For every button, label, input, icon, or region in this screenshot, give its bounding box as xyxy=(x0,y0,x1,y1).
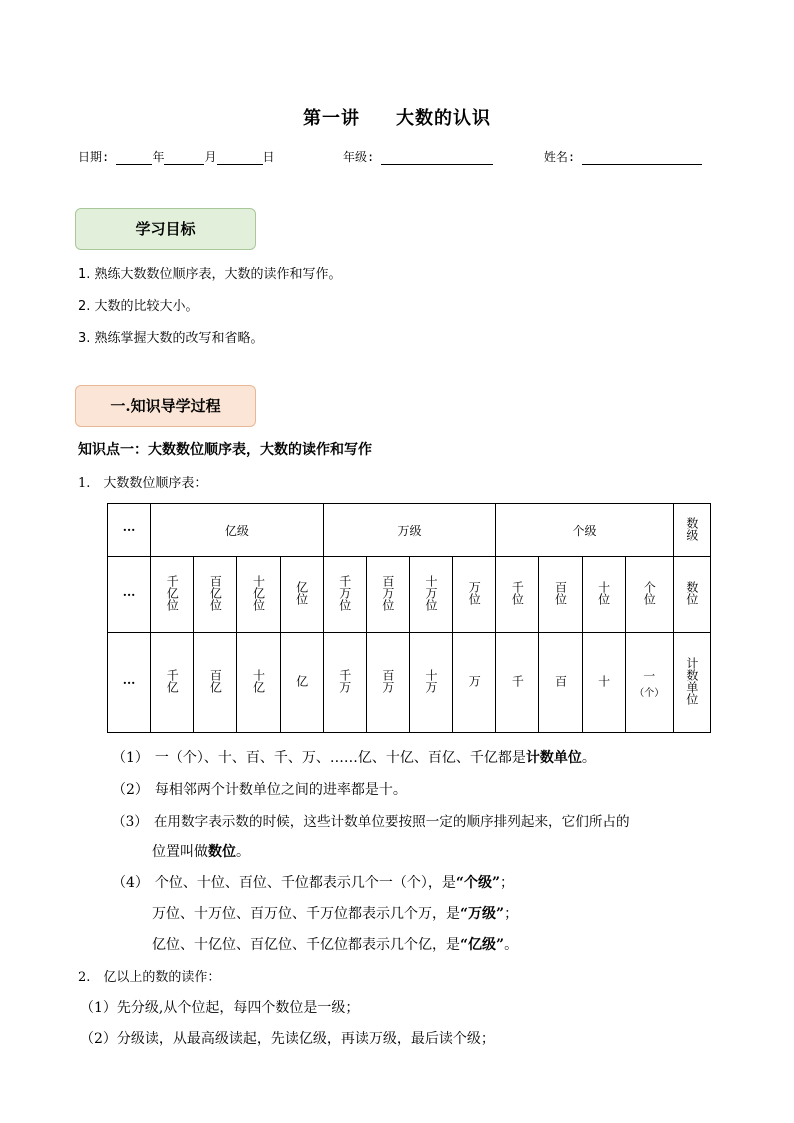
unit-col-label: 计数单位 xyxy=(673,633,710,733)
position-cell: 个位 xyxy=(625,557,673,633)
note-4-bold-2: “万级” xyxy=(460,906,505,922)
note-4-text-3: 亿位、十亿位、百亿位、千亿位都表示几个亿，是 xyxy=(152,937,460,953)
group-yi: 亿级 xyxy=(151,504,324,557)
unit-cell: 百亿 xyxy=(194,633,237,733)
position-col-label: 数位 xyxy=(673,557,710,633)
table-cell-ellipsis: ··· xyxy=(108,633,151,733)
date-label: 日期: xyxy=(78,150,110,164)
month-label: 月 xyxy=(204,150,217,164)
unit-cell: 十亿 xyxy=(237,633,280,733)
note-4-line-1: 个位、十位、百位、千位都表示几个一（个），是 xyxy=(154,875,456,891)
group-ge: 个级 xyxy=(496,504,674,557)
goal-item-1: 1. 熟练大数数位顺序表，大数的读作和写作。 xyxy=(78,267,342,282)
name-label: 姓名: xyxy=(543,150,576,164)
name-blank[interactable] xyxy=(582,152,702,165)
goal-item-3: 3. 熟练掌握大数的改写和省略。 xyxy=(78,331,264,346)
table-row-positions xyxy=(108,557,711,633)
day-label: 日 xyxy=(262,150,275,164)
unit-cell: 百 xyxy=(539,633,582,733)
year-label: 年 xyxy=(152,150,165,164)
title-topic: 大数的认识 xyxy=(396,108,491,129)
note-3 xyxy=(112,810,630,830)
knowledge-process-badge: 一.知识导学过程 xyxy=(75,385,256,427)
year-blank[interactable] xyxy=(116,152,152,165)
position-cell: 千位 xyxy=(496,557,539,633)
table-row-units xyxy=(108,633,711,733)
position-cell: 万位 xyxy=(453,557,496,633)
day-blank[interactable] xyxy=(217,152,263,165)
unit-cell: 十 xyxy=(582,633,625,733)
grade-blank[interactable] xyxy=(381,152,493,165)
note-4-bold-3: “亿级” xyxy=(460,937,505,953)
item-2-heading: 2. 亿以上的数的读作： xyxy=(78,970,221,985)
note-3-text: 在用数字表示数的时候，这些计数单位要按照一定的顺序排列起来，它们所占的 xyxy=(153,814,630,830)
note-4-end-2: ； xyxy=(504,906,519,922)
group-wan: 万级 xyxy=(323,504,496,557)
page-title xyxy=(0,104,794,130)
position-cell: 百位 xyxy=(539,557,582,633)
note-1-bold: 计数单位 xyxy=(525,750,582,766)
table-cell-ellipsis: ··· xyxy=(108,504,151,557)
unit-cell: 亿 xyxy=(280,633,323,733)
note-4 xyxy=(112,872,514,892)
month-blank[interactable] xyxy=(164,152,204,165)
group-col-label: 数级 xyxy=(673,504,710,557)
position-cell: 十亿位 xyxy=(237,557,280,633)
unit-cell: 千亿 xyxy=(151,633,194,733)
meta-line xyxy=(78,148,702,165)
note-1-text: 一（个）、十、百、千、万、……亿、十亿、百亿、千亿都是 xyxy=(154,750,526,766)
position-cell: 十万位 xyxy=(409,557,452,633)
note-1 xyxy=(112,747,596,767)
unit-cell: 十万 xyxy=(409,633,452,733)
note-3-cont xyxy=(152,841,250,861)
unit-cell: 千万 xyxy=(323,633,366,733)
note-4-line-3 xyxy=(152,934,518,954)
unit-cell: 千 xyxy=(496,633,539,733)
note-4-end-1: ； xyxy=(500,875,515,891)
position-cell: 百万位 xyxy=(366,557,409,633)
note-1-end: 。 xyxy=(581,750,596,766)
position-cell: 十位 xyxy=(582,557,625,633)
unit-one-sub: （个） xyxy=(634,687,665,699)
item-2-sub-1: （1）先分级,从个位起，每四个数位是一级； xyxy=(80,1000,360,1016)
note-3-end: 。 xyxy=(236,844,250,860)
note-2-text: 每相邻两个计数单位之间的进率都是十。 xyxy=(154,782,407,798)
place-value-table xyxy=(107,503,711,733)
item-2-sub-2: （2）分级读，从最高级读起，先读亿级，再读万级，最后读个级； xyxy=(80,1031,495,1047)
note-3-number: （3） xyxy=(112,814,148,830)
note-1-number: （1） xyxy=(112,750,149,766)
item-1-heading: 1. 大数数位顺序表： xyxy=(78,476,208,491)
position-cell: 千万位 xyxy=(323,557,366,633)
title-lecture: 第一讲 xyxy=(303,108,360,129)
knowledge-point-heading: 知识点一：大数数位顺序表，大数的读作和写作 xyxy=(78,442,372,458)
table-row-groups xyxy=(108,504,711,557)
unit-cell: 百万 xyxy=(366,633,409,733)
note-2-number: （2） xyxy=(112,782,149,798)
note-4-text-2: 万位、十万位、百万位、千万位都表示几个万，是 xyxy=(152,906,460,922)
table-cell-ellipsis: ··· xyxy=(108,557,151,633)
note-2 xyxy=(112,779,407,799)
goal-item-2: 2. 大数的比较大小。 xyxy=(78,299,199,314)
note-4-bold-1: “个级” xyxy=(455,875,501,891)
unit-cell: 万 xyxy=(453,633,496,733)
grade-label: 年级: xyxy=(342,150,375,164)
unit-cell-one xyxy=(625,633,673,733)
learning-goals-badge: 学习目标 xyxy=(75,208,256,250)
note-4-end-3: 。 xyxy=(504,937,519,953)
note-3-text-2: 位置叫做 xyxy=(152,844,208,860)
position-cell: 亿位 xyxy=(280,557,323,633)
note-4-line-2 xyxy=(152,903,518,923)
position-cell: 百亿位 xyxy=(194,557,237,633)
position-cell: 千亿位 xyxy=(151,557,194,633)
note-4-number: （4） xyxy=(112,875,149,891)
unit-one-main: 一 xyxy=(643,668,656,683)
note-3-bold: 数位 xyxy=(208,844,236,860)
